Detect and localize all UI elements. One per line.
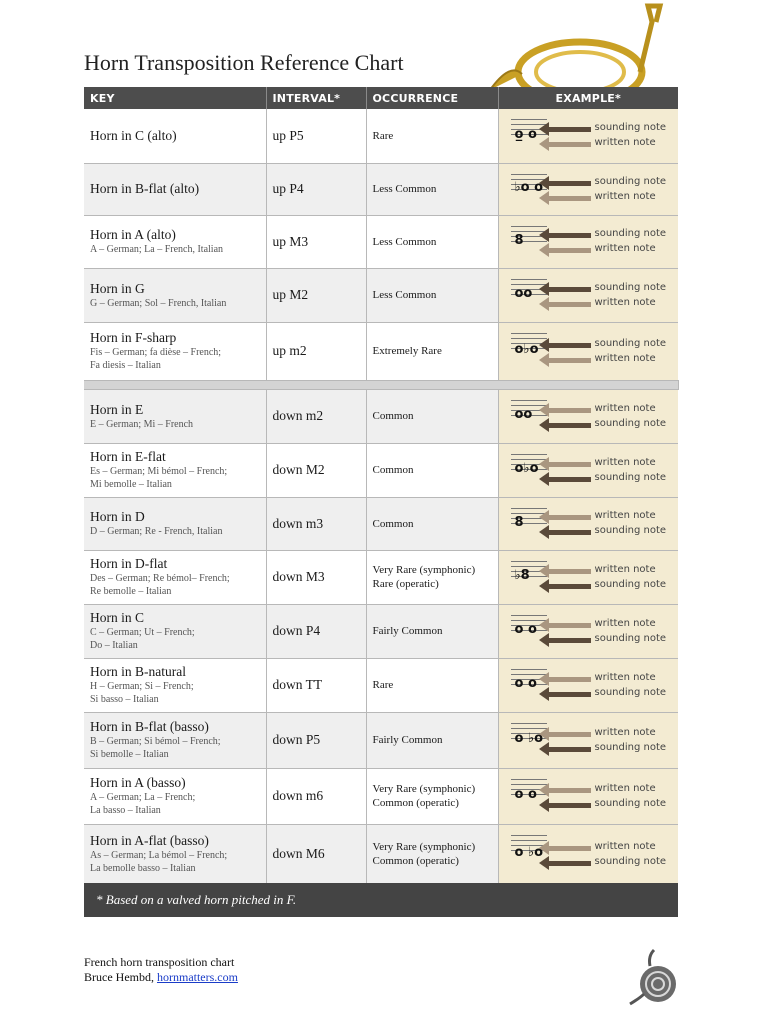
occurrence-text: Extremely Rare (372, 345, 442, 357)
interval-cell: up M2 (266, 268, 366, 322)
page-title: Horn Transposition Reference Chart (84, 50, 404, 75)
example-notation (499, 269, 679, 322)
key-name: Horn in F-sharp (90, 330, 177, 345)
sounding-note-label: sounding note (594, 281, 667, 293)
key-languages-cont: Re bemolle – Italian (90, 586, 172, 597)
written-arrow (547, 623, 591, 628)
interval-cell: down M2 (266, 443, 366, 497)
example-cell (498, 658, 678, 712)
key-name: Horn in B-flat (alto) (90, 181, 200, 196)
note-glyph: o̲ o (514, 126, 537, 142)
staff-line (511, 400, 547, 401)
example-header: EXAMPLE* (498, 87, 678, 109)
table-row (84, 109, 678, 163)
written-note-label: written note (594, 456, 656, 468)
written-arrow (547, 846, 591, 851)
sounding-arrow (547, 477, 591, 482)
key-cell (84, 550, 266, 604)
occurrence-cell (366, 268, 498, 322)
occurrence-cell (366, 322, 498, 380)
example-notation (499, 713, 679, 768)
sounding-note-label: sounding note (594, 337, 667, 349)
example-notation (499, 551, 679, 604)
written-arrow (547, 569, 591, 574)
section-separator (84, 380, 678, 389)
occurrence-text-2: Common (operatic) (372, 855, 459, 867)
sounding-note-label: sounding note (594, 632, 667, 644)
note-glyph: oo (514, 286, 533, 301)
key-languages-cont: Do – Italian (90, 640, 138, 651)
occurrence-text: Fairly Common (372, 625, 443, 637)
hornmatters-link[interactable]: hornmatters.com (156, 970, 238, 984)
table-row (84, 268, 678, 322)
key-languages-cont: La bemolle basso – Italian (90, 863, 196, 874)
note-glyph: o o (514, 787, 537, 802)
occurrence-cell (366, 604, 498, 658)
example-notation (499, 109, 679, 162)
key-cell (84, 497, 266, 550)
key-name: Horn in A-flat (basso) (90, 833, 209, 848)
separator-cell (84, 380, 678, 389)
written-note-label: written note (594, 840, 656, 852)
credit (84, 955, 238, 985)
key-cell (84, 443, 266, 497)
key-languages: C – German; Ut – French; (90, 627, 195, 638)
sounding-arrow (547, 861, 591, 866)
occurrence-cell (366, 109, 498, 163)
table-row (84, 443, 678, 497)
staff-line (511, 226, 547, 227)
staff-line (511, 508, 547, 509)
written-note-label: written note (594, 242, 656, 254)
interval-cell: up P5 (266, 109, 366, 163)
sounding-arrow (547, 584, 591, 589)
key-languages: Es – German; Mi bémol – French; (90, 466, 228, 477)
sounding-note-label: sounding note (594, 578, 667, 590)
credit-title: French horn transposition chart (84, 955, 235, 969)
key-name: Horn in A (basso) (90, 775, 186, 790)
example-notation (499, 659, 679, 712)
sounding-arrow (547, 747, 591, 752)
example-notation (499, 390, 679, 443)
example-notation (499, 216, 679, 268)
occurrence-cell (366, 712, 498, 768)
interval-cell: up P4 (266, 163, 366, 215)
sounding-arrow (547, 692, 591, 697)
table-row (84, 768, 678, 824)
sounding-note-label: sounding note (594, 855, 667, 867)
occurrence-cell (366, 163, 498, 215)
key-languages: A – German; La – French; (90, 792, 196, 803)
footnote: * Based on a valved horn pitched in F. (84, 883, 678, 917)
example-notation (499, 825, 679, 884)
staff-line (511, 279, 547, 280)
example-cell (498, 215, 678, 268)
key-languages-cont: La basso – Italian (90, 805, 161, 816)
interval-cell: down P4 (266, 604, 366, 658)
key-languages: E – German; Mi – French (90, 418, 194, 430)
sounding-note-label: sounding note (594, 686, 667, 698)
sounding-note-label: sounding note (594, 797, 667, 809)
note-glyph: ♭8 (514, 568, 530, 583)
staff-line (511, 835, 547, 836)
key-languages: Des – German; Re bémol– French; (90, 573, 230, 584)
sounding-arrow (547, 638, 591, 643)
written-arrow (547, 358, 591, 363)
occurrence-cell (366, 824, 498, 884)
note-glyph: ♭o o (514, 180, 544, 195)
written-note-label: written note (594, 782, 656, 794)
example-cell (498, 163, 678, 215)
written-note-label: written note (594, 352, 656, 364)
occurrence-text: Less Common (372, 235, 437, 248)
staff-line (511, 174, 547, 175)
key-languages: As – German; La bémol – French; (90, 850, 228, 861)
written-arrow (547, 788, 591, 793)
sounding-arrow (547, 127, 591, 132)
occurrence-text: Very Rare (symphonic) (372, 783, 476, 795)
table-row (84, 215, 678, 268)
example-cell (498, 768, 678, 824)
occurrence-text: Common (372, 517, 414, 530)
staff-line (511, 454, 547, 455)
occurrence-text: Very Rare (symphonic) (372, 841, 476, 853)
sounding-note-label: sounding note (594, 122, 667, 134)
key-languages-cont: Si bemolle – Italian (90, 749, 169, 760)
written-arrow (547, 732, 591, 737)
key-cell (84, 163, 266, 215)
table-row (84, 550, 678, 604)
interval-cell: up m2 (266, 322, 366, 380)
example-cell (498, 604, 678, 658)
table-row (84, 497, 678, 550)
example-cell (498, 550, 678, 604)
table-row (84, 712, 678, 768)
sounding-note-label: sounding note (594, 524, 667, 536)
staff-line (511, 723, 547, 724)
key-cell (84, 768, 266, 824)
sounding-arrow (547, 287, 591, 292)
occurrence-cell (366, 389, 498, 443)
key-name: Horn in C (90, 610, 144, 625)
key-cell (84, 322, 266, 380)
written-note-label: written note (594, 509, 656, 521)
occurrence-cell (366, 443, 498, 497)
hornmatters-logo (626, 946, 680, 1008)
sounding-note-label: sounding note (594, 471, 667, 483)
written-arrow (547, 515, 591, 520)
written-arrow (547, 408, 591, 413)
sounding-arrow (547, 343, 591, 348)
key-name: Horn in E (90, 401, 144, 417)
example-notation (499, 498, 679, 550)
key-languages: H – German; Si – French; (90, 681, 194, 692)
written-arrow (547, 462, 591, 467)
occurrence-text: Rare (372, 679, 394, 691)
written-note-label: written note (594, 726, 656, 738)
sounding-note-label: sounding note (594, 417, 667, 429)
note-glyph: o o (514, 622, 537, 637)
key-cell (84, 268, 266, 322)
occurrence-text-2: Rare (operatic) (372, 578, 439, 590)
interval-cell: down TT (266, 658, 366, 712)
key-languages: A – German; La – French, Italian (90, 244, 224, 255)
occurrence-cell (366, 215, 498, 268)
sounding-arrow (547, 530, 591, 535)
key-header: KEY (84, 87, 266, 109)
written-note-label: written note (594, 190, 656, 202)
interval-cell: down m6 (266, 768, 366, 824)
key-cell (84, 604, 266, 658)
interval-cell: down m3 (266, 497, 366, 550)
table-row (84, 163, 678, 215)
note-glyph: oo (514, 407, 533, 422)
key-name: Horn in C (alto) (90, 127, 177, 143)
key-languages-cont: Mi bemolle – Italian (90, 479, 172, 490)
occurrence-text: Less Common (372, 183, 437, 195)
sounding-arrow (547, 803, 591, 808)
example-cell (498, 322, 678, 380)
key-languages-cont: Fa diesis – Italian (90, 360, 161, 371)
table-row (84, 389, 678, 443)
table-row (84, 824, 678, 884)
example-notation (499, 323, 679, 380)
occurrence-text-2: Common (operatic) (372, 797, 459, 809)
sounding-note-label: sounding note (594, 175, 667, 187)
interval-header: INTERVAL* (266, 87, 366, 109)
note-glyph: o♭o (514, 342, 539, 357)
key-cell (84, 215, 266, 268)
interval-cell: down M3 (266, 550, 366, 604)
example-cell (498, 824, 678, 884)
example-cell (498, 268, 678, 322)
sounding-arrow (547, 233, 591, 238)
occurrence-header: OCCURRENCE (366, 87, 498, 109)
sounding-note-label: sounding note (594, 227, 667, 239)
interval-cell: up M3 (266, 215, 366, 268)
key-languages: Fis – German; fa dièse – French; (90, 347, 222, 358)
table-row (84, 604, 678, 658)
occurrence-cell (366, 497, 498, 550)
example-cell (498, 443, 678, 497)
sounding-note-label: sounding note (594, 741, 667, 753)
example-cell (498, 109, 678, 163)
staff-line (511, 561, 547, 562)
written-arrow (547, 196, 591, 201)
key-name: Horn in G (90, 280, 145, 296)
key-name: Horn in D-flat (90, 556, 168, 571)
occurrence-text: Rare (372, 129, 394, 142)
key-cell (84, 389, 266, 443)
written-note-label: written note (594, 296, 656, 308)
key-languages: G – German; Sol – French, Italian (90, 297, 227, 309)
key-name: Horn in B-natural (90, 664, 186, 679)
example-notation (499, 164, 679, 215)
note-glyph: 8 (514, 232, 524, 248)
key-cell (84, 109, 266, 163)
written-arrow (547, 248, 591, 253)
key-cell (84, 824, 266, 884)
example-cell (498, 497, 678, 550)
occurrence-text: Very Rare (symphonic) (372, 564, 476, 576)
interval-cell: down P5 (266, 712, 366, 768)
transposition-table (84, 87, 679, 885)
key-languages: B – German; Si bémol – French; (90, 736, 221, 747)
key-name: Horn in E-flat (90, 449, 166, 464)
note-glyph: o♭o (514, 461, 539, 476)
interval-cell: down m2 (266, 389, 366, 443)
written-arrow (547, 142, 591, 147)
occurrence-cell (366, 658, 498, 712)
note-glyph: o ♭o (514, 731, 544, 746)
example-notation (499, 769, 679, 824)
staff-line (511, 333, 547, 334)
credit-author: Bruce Hembd, (84, 970, 157, 984)
key-cell (84, 712, 266, 768)
occurrence-cell (366, 768, 498, 824)
sounding-arrow (547, 181, 591, 186)
example-cell (498, 389, 678, 443)
interval-cell: down M6 (266, 824, 366, 884)
staff-line (511, 615, 547, 616)
staff-line (511, 669, 547, 670)
table-row (84, 322, 678, 380)
occurrence-text: Common (372, 410, 414, 422)
staff-line (511, 779, 547, 780)
written-note-label: written note (594, 137, 656, 149)
written-note-label: written note (594, 617, 656, 629)
example-cell (498, 712, 678, 768)
written-arrow (547, 302, 591, 307)
key-languages-cont: Si basso – Italian (90, 694, 159, 705)
occurrence-text: Fairly Common (372, 734, 443, 746)
note-glyph: o ♭o (514, 845, 544, 860)
key-name: Horn in D (90, 509, 145, 524)
occurrence-text: Less Common (372, 289, 437, 301)
staff-line (511, 119, 547, 120)
occurrence-cell (366, 550, 498, 604)
occurrence-text: Common (372, 464, 414, 476)
table-row (84, 658, 678, 712)
key-name: Horn in A (alto) (90, 227, 176, 242)
french-horn-icon (480, 2, 680, 92)
credit-author-line (84, 970, 238, 985)
written-note-label: written note (594, 563, 656, 575)
written-arrow (547, 677, 591, 682)
example-notation (499, 605, 679, 658)
written-note-label: written note (594, 402, 656, 414)
example-notation (499, 444, 679, 497)
key-name: Horn in B-flat (basso) (90, 719, 209, 734)
key-languages: D – German; Re - French, Italian (90, 526, 223, 537)
note-glyph: 8 (514, 514, 524, 530)
note-glyph: o o (514, 676, 537, 691)
key-cell (84, 658, 266, 712)
written-note-label: written note (594, 671, 656, 683)
sounding-arrow (547, 423, 591, 428)
